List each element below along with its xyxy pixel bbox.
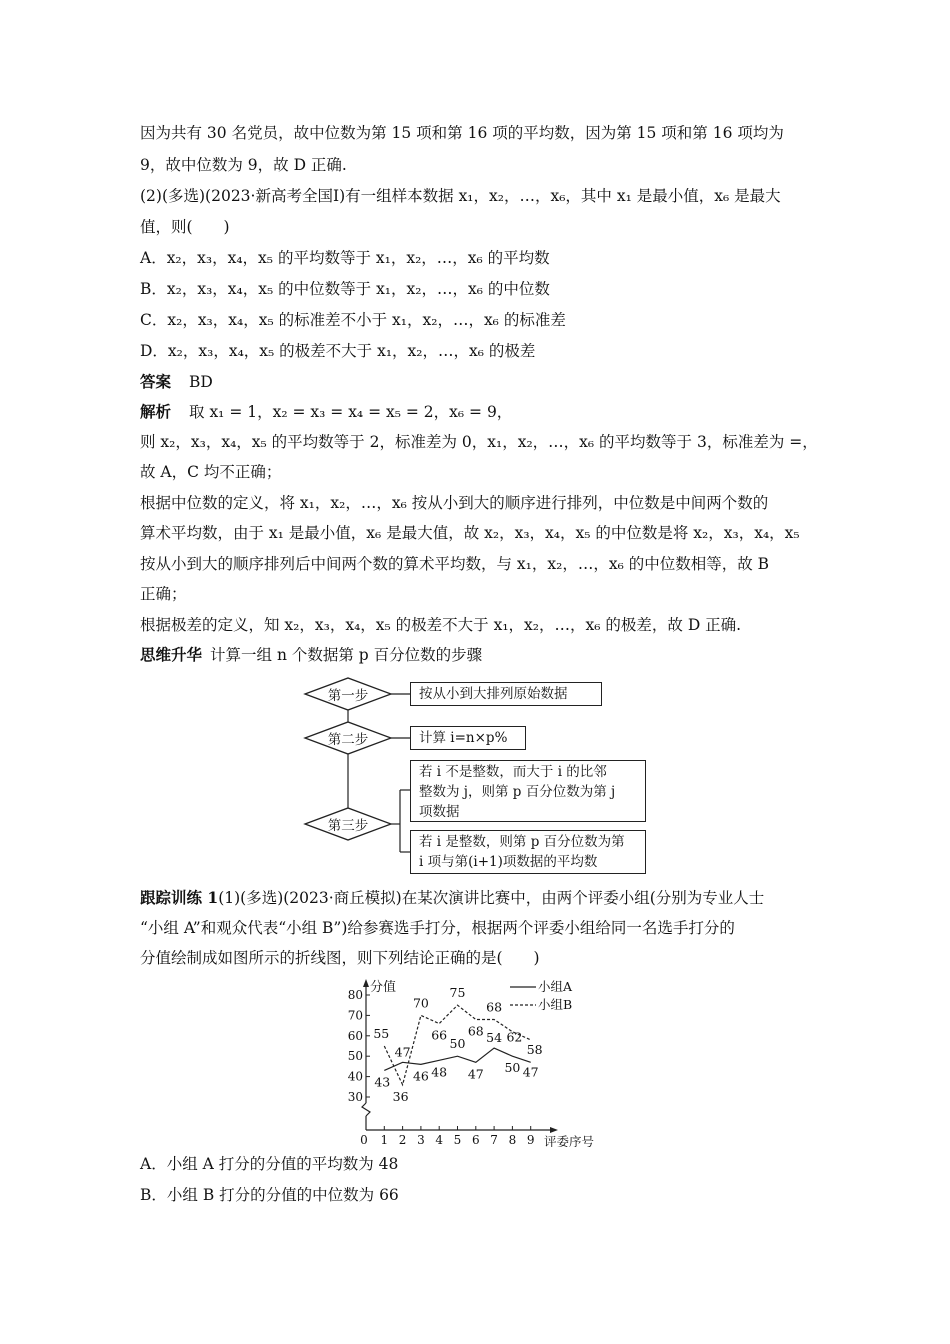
question-2-stem: (2)(多选)(2023·新高考全国Ⅰ)有一组样本数据 x₁，x₂，…，x₆，其中 x₁ 是最小值，x₆ 是最大 — [140, 187, 781, 205]
x-tick-label-7: 7 — [490, 1133, 498, 1147]
label-a-8: 50 — [504, 1060, 521, 1076]
solution-line-7: 正确； — [140, 585, 187, 603]
solution-text-1: 取 x₁ = 1，x₂ = x₃ = x₄ = x₅ = 2，x₆ = 9， — [189, 403, 513, 421]
follow-up-text-1: (1)(多选)(2023·商丘模拟)在某次演讲比赛中，由两个评委小组(分别为专业人士 — [218, 889, 765, 907]
step3-label: 第三步 — [327, 818, 369, 834]
box-i-not-integer-line2: 整数为 j，则第 p 百分位数为第 j — [419, 784, 616, 800]
step2-label: 第二步 — [327, 732, 369, 748]
answer-value: BD — [189, 373, 213, 391]
option-d: D．x₂，x₃，x₄，x₅ 的极差不大于 x₁，x₂，…，x₆ 的极差 — [140, 342, 536, 360]
box-i-not-integer-line1: 若 i 不是整数，而大于 i 的比邻 — [419, 764, 607, 780]
x-tick-label-9: 9 — [526, 1133, 535, 1147]
y-tick-label-50: 50 — [347, 1049, 363, 1064]
x-tick-label-0: 0 — [360, 1133, 368, 1147]
legend-label-group-b: 小组B — [538, 997, 573, 1012]
y-tick-label-60: 60 — [347, 1028, 363, 1043]
solution-line-8: 根据极差的定义，知 x₂，x₃，x₄，x₅ 的极差不大于 x₁，x₂，…，x₆ 的极差，故 D 正确. — [140, 616, 742, 634]
step1-label: 第一步 — [327, 688, 369, 704]
x-tick-label-2: 2 — [398, 1133, 407, 1147]
label-a-1: 43 — [374, 1074, 391, 1090]
follow-up-label: 跟踪训练 1 — [140, 888, 219, 907]
follow-up-line-2: “小组 A”和观众代表“小组 B”)给参赛选手打分，根据两个评委小组给同一名选手打分的 — [140, 919, 735, 937]
follow-option-a: A．小组 A 打分的分值的平均数为 48 — [140, 1155, 399, 1173]
text-line-2: 9，故中位数为 9，故 D 正确. — [140, 156, 347, 174]
x-tick-label-1: 1 — [380, 1133, 389, 1147]
y-tick-label-40: 40 — [347, 1069, 363, 1084]
thinking-label: 思维升华 — [140, 645, 203, 664]
box-i-integer-line2: i 项与第(i+1)项数据的平均数 — [419, 854, 598, 870]
y-axis-label: 分值 — [370, 980, 397, 995]
box-i-integer — [410, 830, 646, 874]
answer-label: 答案 — [140, 372, 172, 391]
follow-up-line-1 — [140, 887, 764, 909]
thinking-heading — [140, 644, 482, 666]
label-b-5: 75 — [449, 985, 466, 1001]
label-a-6: 47 — [467, 1066, 484, 1082]
box-i-not-integer — [410, 760, 646, 822]
box-sort-data: 按从小到大排列原始数据 — [410, 682, 602, 706]
label-b-8: 62 — [506, 1029, 523, 1045]
x-axis-arrow — [550, 1127, 558, 1133]
label-b-4: 66 — [431, 1027, 448, 1043]
label-b-2: 36 — [392, 1088, 409, 1104]
x-tick-label-6: 6 — [471, 1133, 480, 1147]
legend-label-group-a: 小组A — [538, 979, 573, 994]
follow-up-line-3: 分值绘制成如图所示的折线图，则下列结论正确的是( ) — [140, 949, 540, 967]
label-a-9: 47 — [522, 1064, 539, 1080]
answer-line — [140, 371, 213, 393]
label-b-9: 58 — [526, 1041, 543, 1057]
thinking-text: 计算一组 n 个数据第 p 百分位数的步骤 — [210, 646, 483, 664]
solution-line-4: 根据中位数的定义，将 x₁，x₂，…，x₆ 按从小到大的顺序进行排列，中位数是中间两个数的 — [140, 494, 769, 512]
y-axis-break — [362, 1103, 370, 1116]
y-tick-label-70: 70 — [347, 1008, 363, 1023]
label-a-7: 54 — [486, 1030, 503, 1046]
question-2-stem-cont: 值，则( ) — [140, 218, 230, 236]
percentile-flowchart — [300, 672, 660, 884]
chart-svg — [338, 975, 608, 1147]
label-a-5: 50 — [449, 1036, 466, 1052]
solution-label: 解析 — [140, 402, 172, 421]
option-b: B．x₂，x₃，x₄，x₅ 的中位数等于 x₁，x₂，…，x₆ 的中位数 — [140, 280, 550, 298]
box-compute-i: 计算 i=n×p% — [410, 726, 526, 750]
option-a: A．x₂，x₃，x₄，x₅ 的平均数等于 x₁，x₂，…，x₆ 的平均数 — [140, 249, 550, 267]
label-a-2: 47 — [394, 1044, 411, 1060]
option-c: C．x₂，x₃，x₄，x₅ 的标准差不小于 x₁，x₂，…，x₆ 的标准差 — [140, 311, 566, 329]
label-b-3: 70 — [412, 995, 429, 1011]
solution-line-6: 按从小到大的顺序排列后中间两个数的算术平均数，与 x₁，x₂，…，x₆ 的中位数相等，故 B — [140, 555, 770, 573]
y-tick-label-30: 30 — [347, 1090, 363, 1104]
y-tick-label-80: 80 — [347, 988, 363, 1002]
solution-line-3: 故 A，C 均不正确； — [140, 463, 282, 481]
solution-line-5: 算术平均数，由于 x₁ 是最小值，x₆ 是最大值，故 x₂，x₃，x₄，x₅ 的中位数是将 x₂，x₃，x₄，x₅ — [140, 524, 800, 542]
label-b-7: 68 — [486, 999, 503, 1015]
x-tick-label-8: 8 — [508, 1133, 517, 1147]
x-tick-label-3: 3 — [417, 1133, 425, 1147]
label-a-3: 46 — [412, 1068, 429, 1084]
label-b-1: 55 — [373, 1026, 390, 1041]
chart-legend — [510, 979, 573, 1012]
x-tick-label-5: 5 — [453, 1133, 462, 1147]
solution-line-1 — [140, 401, 512, 423]
box-i-not-integer-line3: 项数据 — [419, 804, 460, 820]
x-axis-label: 评委序号 — [544, 1134, 595, 1147]
chart-data-labels — [373, 985, 542, 1104]
x-tick-label-4: 4 — [435, 1133, 444, 1147]
label-a-4: 48 — [431, 1064, 448, 1080]
label-b-6: 68 — [467, 1023, 484, 1039]
text-line-1: 因为共有 30 名党员，故中位数为第 15 项和第 16 项的平均数，因为第 15 项和第 16 项均为 — [140, 124, 784, 142]
score-line-chart — [338, 975, 608, 1147]
follow-option-b: B．小组 B 打分的分值的中位数为 66 — [140, 1186, 399, 1204]
box-i-integer-line1: 若 i 是整数，则第 p 百分位数为第 — [419, 834, 625, 850]
y-axis-arrow — [363, 979, 369, 987]
solution-line-2: 则 x₂，x₃，x₄，x₅ 的平均数等于 2，标准差为 0，x₁，x₂，…，x₆ 的平均数等于 3，标准差为 =， — [140, 433, 818, 451]
